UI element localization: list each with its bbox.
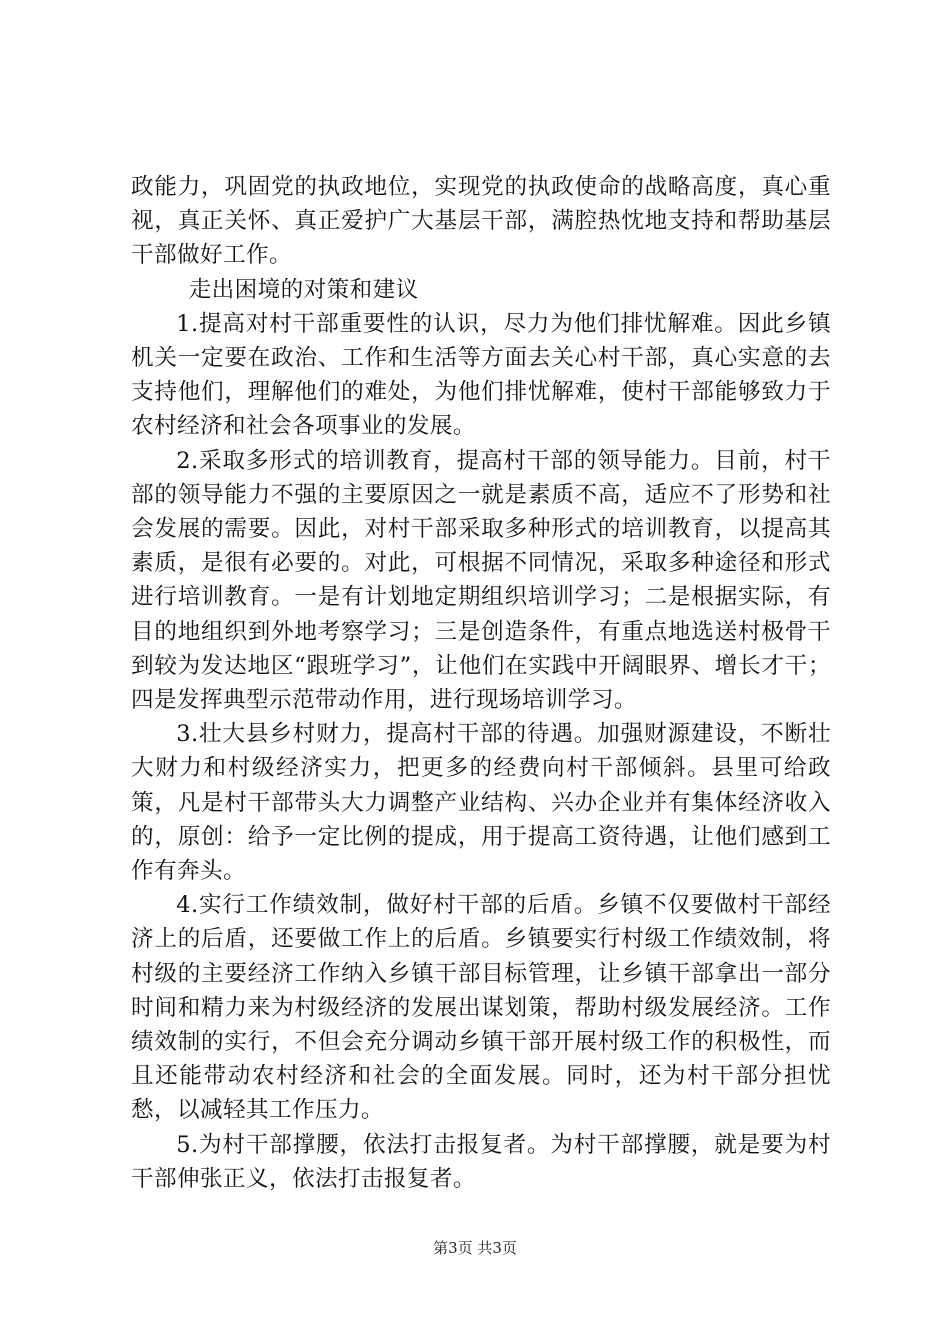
paragraph-continuation: 政能力，巩固党的执政地位，实现党的执政使命的战略高度，真心重视，真正关怀、真正爱护广大基层干部，满腔热忱地支持和帮助基层干部做好工作。 bbox=[131, 174, 831, 269]
paragraph-item-3: 3.壮大县乡村财力，提高村干部的待遇。加强财源建设，不断壮大财力和村级经济实力，把更多的经费向村干部倾斜。县里可给政策，凡是村干部带头大力调整产业结构、兴办企业并有集体经济收入的，原创：给予一定比例的提成，用于提高工资待遇，让他们感到工作有奔头。 bbox=[131, 721, 831, 885]
paragraph-item-4: 4.实行工作绩效制，做好村干部的后盾。乡镇不仅要做村干部经济上的后盾，还要做工作上的后盾。乡镇要实行村级工作绩效制，将村级的主要经济工作纳入乡镇干部目标管理，让乡镇干部拿出一部分时间和精力来为村级经济的发展出谋划策，帮助村级发展经济。工作绩效制的实行，不但会充分调动乡镇干部开展村级工作的积极性，而且还能带动农村经济和社会的全面发展。同时，还为村干部分担忧愁，以减轻其工作压力。 bbox=[131, 892, 831, 1124]
document-body bbox=[131, 170, 831, 1196]
paragraph-item-5: 5.为村干部撑腰，依法打击报复者。为村干部撑腰，就是要为村干部伸张正义，依法打击报复者。 bbox=[131, 1131, 831, 1192]
page-footer: 第3页 共3页 bbox=[433, 1239, 517, 1257]
paragraph-item-1: 1.提高对村干部重要性的认识，尽力为他们排忧解难。因此乡镇机关一定要在政治、工作和生活等方面去关心村干部，真心实意的去支持他们，理解他们的难处，为他们排忧解难，使村干部能够致力于农村经济和社会各项事业的发展。 bbox=[131, 310, 831, 440]
paragraph-item-2: 2.采取多形式的培训教育，提高村干部的领导能力。目前，村干部的领导能力不强的主要原因之一就是素质不高，适应不了形势和社会发展的需要。因此，对村干部采取多种形式的培训教育，以提高其素质，是很有必要的。对此，可根据不同情况，采取多种途径和形式进行培训教育。一是有计划地定期组织培训学习；二是根据实际，有目的地组织到外地考察学习；三是创造条件，有重点地选送村极骨干到较为发达地区“跟班学习”，让他们在实践中开阔眼界、增长才干；四是发挥典型示范带动作用，进行现场培训学习。 bbox=[131, 447, 831, 714]
section-heading: 走出困境的对策和建议 bbox=[188, 276, 419, 303]
